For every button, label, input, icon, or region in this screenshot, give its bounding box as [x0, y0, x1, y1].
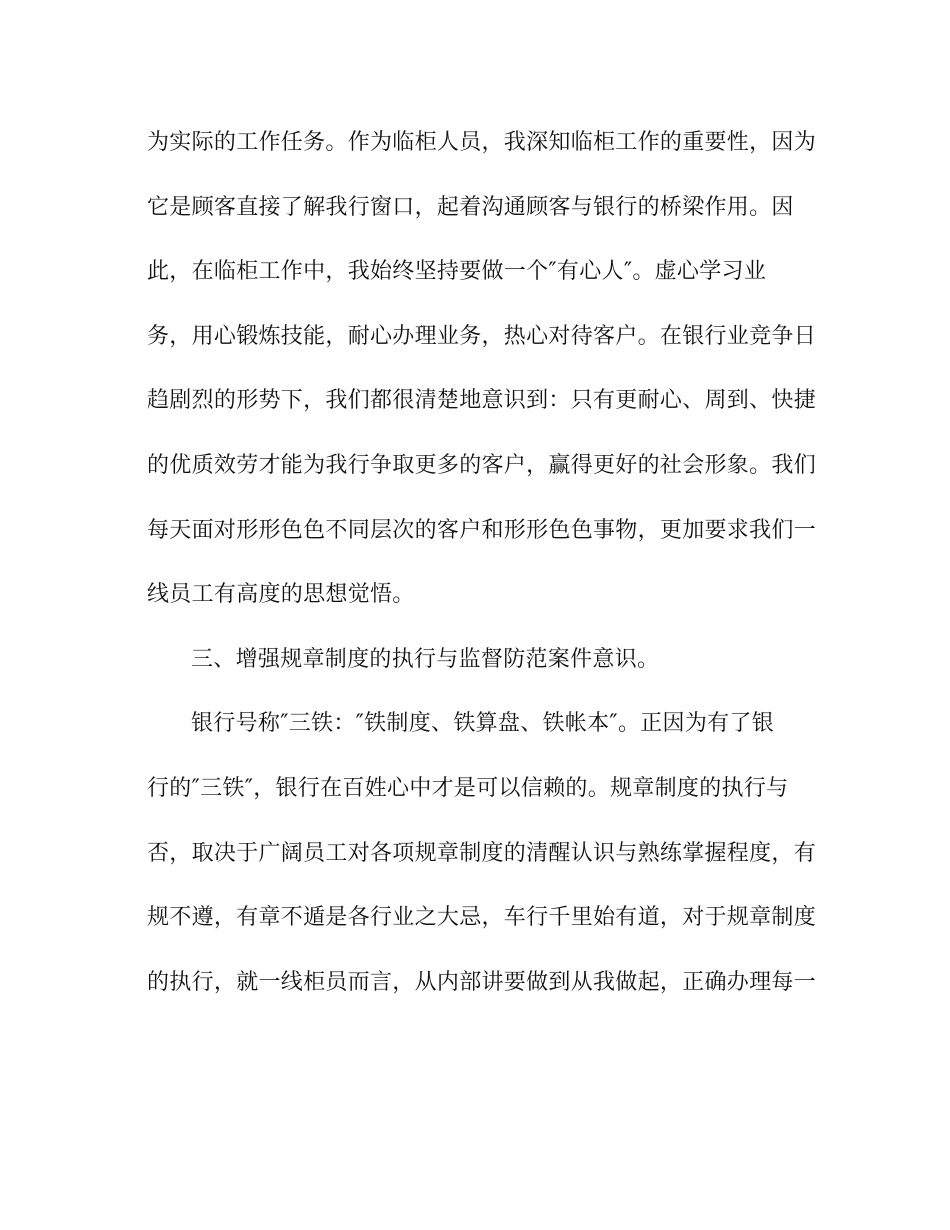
text-line: 它是顾客直接了解我行窗口，起着沟通顾客与银行的桥梁作用。因 — [147, 194, 794, 220]
text-line: 银行号称″三铁：″铁制度、铁算盘、铁帐本″。正因为有了银 — [191, 711, 775, 737]
text-line: 趋剧烈的形势下，我们都很清楚地意识到：只有更耐心、周到、快捷 — [147, 388, 817, 414]
text-line: 否，取决于广阔员工对各项规章制度的清醒认识与熟练掌握程度，有 — [147, 840, 817, 866]
text-line: 务，用心锻炼技能，耐心办理业务，热心对待客户。在银行业竞争日 — [147, 323, 817, 349]
text-line: 每天面对形形色色不同层次的客户和形形色色事物，更加要求我们一 — [147, 517, 817, 543]
document-body — [147, 111, 817, 1015]
text-line: 的执行，就一线柜员而言，从内部讲要做到从我做起，正确办理每一 — [147, 969, 817, 995]
section-heading: 三、增强规章制度的执行与监督防范案件意识。 — [191, 646, 660, 672]
text-line: 为实际的工作任务。作为临柜人员，我深知临柜工作的重要性，因为 — [147, 130, 817, 155]
text-line: 行的″三铁″，银行在百姓心中才是可以信赖的。规章制度的执行与 — [147, 775, 789, 801]
text-line: 此，在临柜工作中，我始终坚持要做一个″有心人″。虚心学习业 — [147, 259, 767, 285]
text-line: 的优质效劳才能为我行争取更多的客户，赢得更好的社会形象。我们 — [147, 452, 817, 478]
text-line: 规不遵，有章不遁是各行业之大忌，车行千里始有道，对于规章制度 — [147, 905, 817, 931]
text-line: 线员工有高度的思想觉悟。 — [147, 582, 415, 608]
